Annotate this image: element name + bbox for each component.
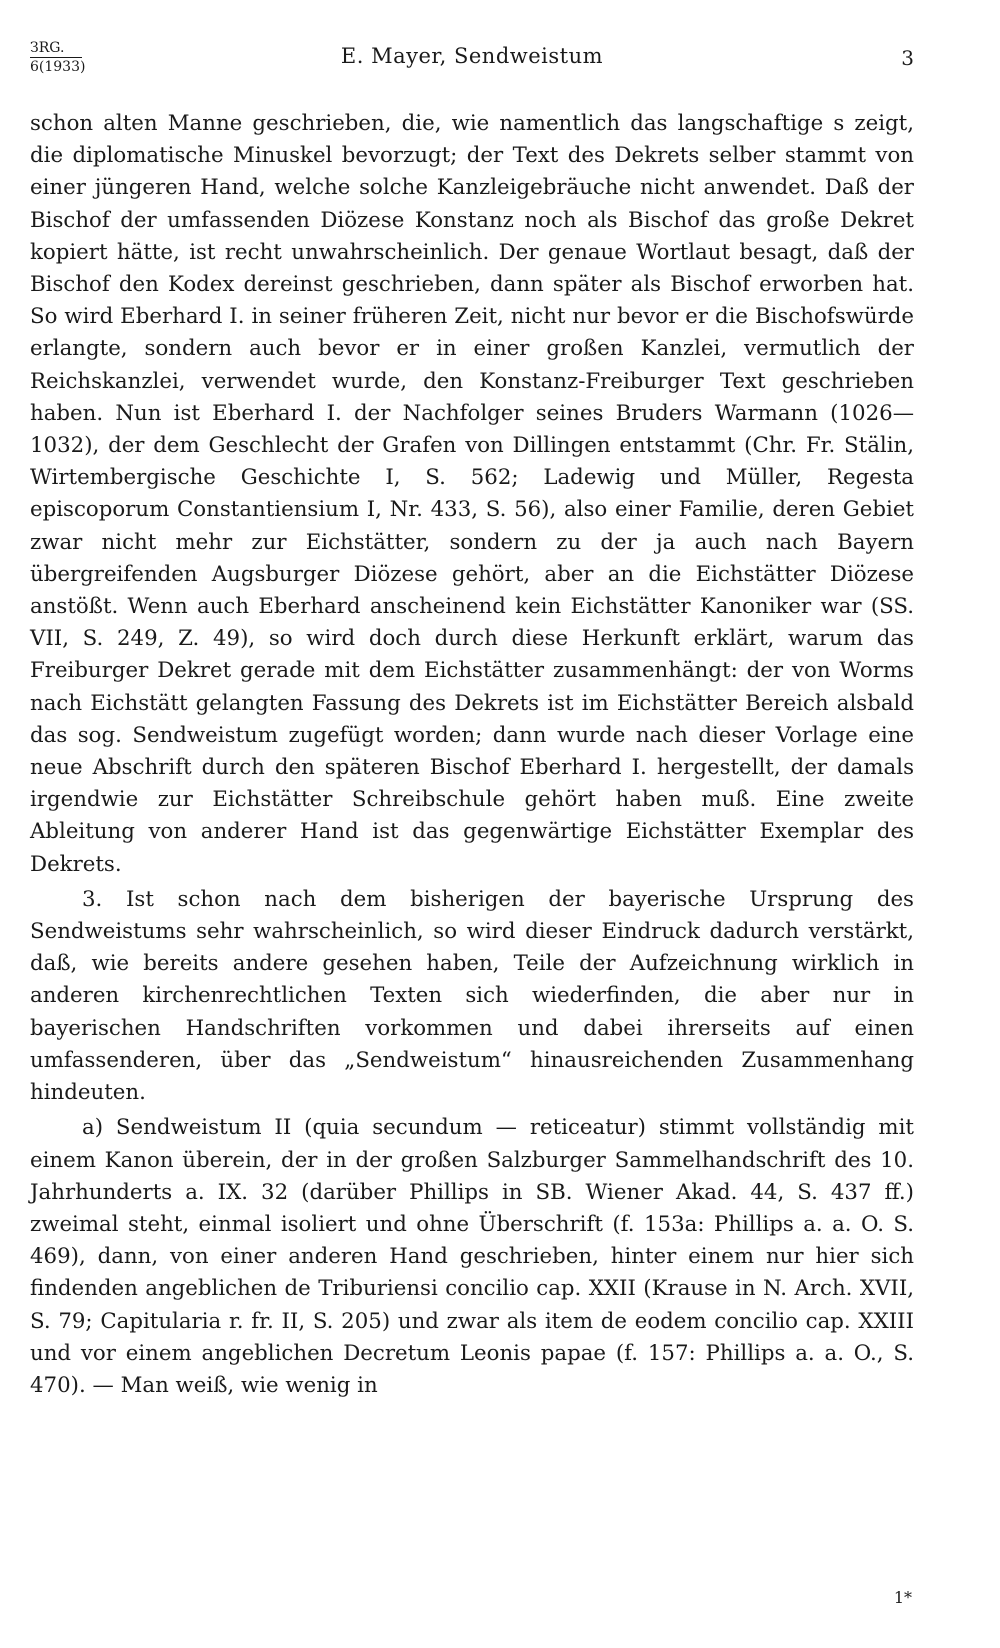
paragraph-2: 3. Ist schon nach dem bisherigen der bayerische Ursprung des Sendweistums sehr wahrscheinlich, so wird dieser Eindruck dadurch verstärkt, daß, wie bereits andere gesehen haben, Teile der Aufzeichnung wirklich in anderen kirchenrechtlichen Texten sich wiederfinden, die aber nur in bayerischen Handschriften vorkommen und dabei ihrerseits auf einen umfassenderen, über das „Sendweistum“ hinausreichenden Zusammenhang hindeuten.: [30, 886, 914, 1106]
running-head: E. Mayer, Sendweistum: [340, 44, 604, 68]
page-number: 3: [901, 46, 914, 70]
journal-reference-abbrev: ЗRG.: [30, 40, 82, 58]
page-header: [30, 40, 914, 90]
signature-mark: 1*: [893, 1588, 912, 1607]
paragraph-1: schon alten Manne geschrieben, die, wie namentlich das langschaftige s zeigt, die diplomatische Minuskel bevorzugt; der Text des Dekrets selber stammt von einer jüngeren Hand, welche solche Kanzleigebräuche nicht anwendet. Daß der Bischof der umfassenden Diözese Konstanz noch als Bischof das große Dekret kopiert hätte, ist recht unwahrscheinlich. Der genaue Wortlaut besagt, daß der Bischof den Kodex dereinst geschrieben, dann später als Bischof erworben hat. So wird Eberhard I. in seiner früheren Zeit, nicht nur bevor er die Bischofswürde erlangte, sondern auch bevor er in einer großen Kanzlei, vermutlich der Reichskanzlei, verwendet wurde, den Konstanz-Freiburger Text geschrieben haben. Nun ist Eberhard I. der Nachfolger seines Bruders Warmann (1026—1032), der dem Geschlecht der Grafen von Dillingen entstammt (Chr. Fr. Stälin, Wirtembergische Geschichte I, S. 562; Ladewig und Müller, Regesta episcoporum Constantiensium I, Nr. 433, S. 56), also einer Familie, deren Gebiet zwar nicht mehr zur Eichstätter, sondern zu der ja auch nach Bayern übergreifenden Augsburger Diözese gehört, aber an die Eichstätter Diözese anstößt. Wenn auch Eberhard anscheinend kein Eichstätter Kanoniker war (SS. VII, S. 249, Z. 49), so wird doch durch diese Herkunft erklärt, warum das Freiburger Dekret gerade mit dem Eichstätter zusammenhängt: der von Worms nach Eichstätt gelangten Fassung des Dekrets ist im Eichstätter Bereich alsbald das sog. Sendweistum zugefügt worden; dann wurde nach dieser Vorlage eine neue Abschrift durch den späteren Bischof Eberhard I. hergestellt, der damals irgendwie zur Eichstätter Schreibschule gehört haben muß. Eine zweite Ableitung von anderer Hand ist das gegenwärtige Eichstätter Exemplar des Dekrets.: [30, 111, 914, 877]
body-text: [30, 108, 914, 1402]
journal-reference-volume: 6(1933): [30, 59, 86, 75]
paragraph-3: a) Sendweistum II (quia secundum — reticeatur) stimmt vollständig mit einem Kanon überein, der in der großen Salzburger Sammelhandschrift des 10. Jahrhunderts a. IX. 32 (darüber Phillips in SB. Wiener Akad. 44, S. 437 ff.) zweimal steht, einmal isoliert und ohne Überschrift (f. 153a: Phillips a. a. O. S. 469), dann, von einer anderen Hand geschrieben, hinter einem nur hier sich findenden angeblichen de Triburiensi concilio cap. XXII (Krause in N. Arch. XVII, S. 79; Capitularia r. fr. II, S. 205) und zwar als item de eodem concilio cap. XXIII und vor einem angeblichen Decretum Leonis papae (f. 157: Phillips a. a. O., S. 470). — Man weiß, wie wenig in: [30, 1115, 914, 1398]
